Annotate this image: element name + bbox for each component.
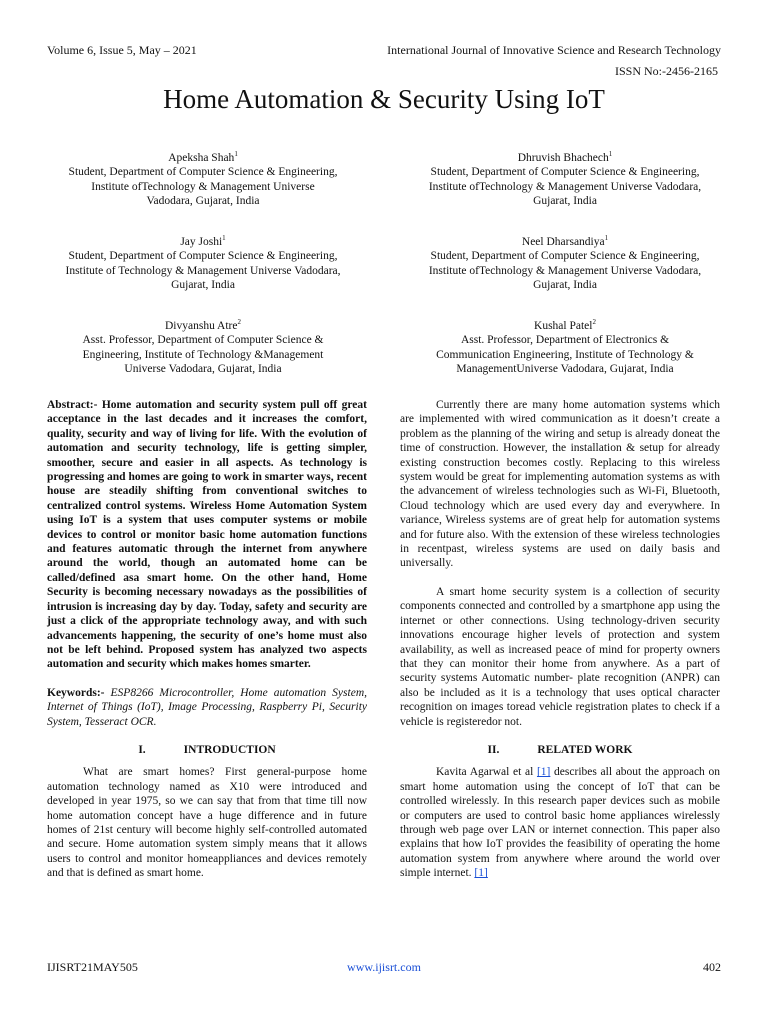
abstract: Abstract:- Home automation and security system pull off great acceptance in the last decades and it increases the comfort, quality, security and way of living for life. With the evolution of automation and security technology, life is getting simpler, smoother, secure and easier in all aspects. As technology is progressing and homes are going to work in smarter ways, recent house are steadily shifting from conventional switches to centralized control systems. Wireless Home Automation System using IoT is a system that uses computer systems or mobile devices to control or monitor basic home automation functions and features automatic through the internet from anywhere around the world, though an automated home can be called/defined asa smart home. On the other hand, Home Security is becoming necessary nowadays as the possibilities of intrusion is increasing day by day. Today, safety and security are just a click of the appropriate technology away, and with such advancements happening, the security of one’s home must also not be left behind. Proposed system has analyzed two aspects automation and security which makes homes smarter. (47, 399, 367, 671)
author-block-3 (33, 231, 373, 293)
author-name: Dhruvish Bhachech$^1$ (517, 150, 613, 164)
author-affiliation-line: Engineering, Institute of Technology &Management (82, 348, 324, 361)
author-affiliation-line: Gujarat, India (533, 279, 597, 292)
journal-volume: Volume 6, Issue 5, May – 2021 (47, 43, 197, 57)
journal-name: International Journal of Innovative Science and Research Technology (387, 43, 721, 57)
keywords (47, 686, 367, 729)
author-affiliation-line: Gujarat, India (171, 279, 235, 292)
author-affiliation-line: Student, Department of Computer Science & Engineering, (68, 166, 338, 179)
author-affiliation-line: Institute of Technology & Management Universe Vadodara, (65, 264, 341, 277)
author-block-4 (395, 231, 735, 293)
author-block-2 (395, 147, 735, 209)
related-work-paragraph: Kavita Agarwal et al [1] describes all about the approach on smart home automation using the concept of IoT that can be controlled wirelessly. In this research paper devices such as mobile or computers are used to control basic home appliances wirelessly through web page over LAN or internet connection. This paper also explains that how IoT provides the feasibility of operating the home automation system from anywhere where around the world over simple internet. [1] (400, 766, 720, 880)
author-name: Neel Dharsandiya$^1$ (521, 234, 609, 248)
author-name: Jay Joshi$^1$ (180, 234, 226, 248)
keywords-label: Keywords:- (47, 686, 105, 699)
right-column (400, 398, 720, 881)
author-affiliation-line: Universe Vadodara, Gujarat, India (124, 363, 282, 376)
citation-link-2[interactable]: [1] (474, 867, 488, 880)
footer-page-number: 402 (703, 960, 721, 974)
author-name: Apeksha Shah$^1$ (168, 150, 238, 164)
author-name: Kushal Patel$^2$ (534, 318, 596, 332)
paper-title: Home Automation & Security Using IoT (163, 84, 605, 114)
body-paragraph-security: A smart home security system is a collection of security components connected and controlled by a smartphone app using the internet or other connections. Using technology-driven security innovations encourage higher levels of protection and system availability, as well as increased peace of mind for property owners that they can monitor their home from anywhere. As a part of security systems Automatic number- plate recognition (ANPR) can also be included as it is a technology that uses optical character recognition on images toread vehicle registration plates to check if a vehicle is registeredor not. (400, 585, 720, 728)
body-paragraph-wireless: Currently there are many home automation systems which are implemented with wired communication as it doesn’t create a problem as the planning of the wiring and setup is already doneat the time of construction. However, the installation & setup for already existing construction becomes costly. Replacing to this wireless system would be great for implementing automation systems as with the advancement of wireless technologies such as Wi-Fi, Bluetooth, Cloud technology which are used every day and everywhere. In variance, Wireless systems are of great help for automation systems and for future also. With the extension of these wireless technologies in recentpast, wireless systems are used on daily basis and universally. (400, 399, 720, 570)
author-affiliation-line: Institute ofTechnology & Management Universe Vadodara, (428, 264, 702, 277)
author-affiliation-line: Student, Department of Computer Science & Engineering, (430, 250, 700, 263)
section-heading-related-work: II. RELATED WORK (487, 743, 633, 756)
author-affiliation-line: Asst. Professor, Department of Electronics & (460, 334, 670, 347)
introduction-paragraph: What are smart homes? First general-purpose home automation technology named as X10 were introduced and developed in year 1975, so we can say that from that time till now home automation concept have a huge difference and in future homes of 21st century will become highly self-controlled automated and secure. Home automation system simply means that it allows users to control and monitor homeappliances and devices remotely and that is defined as smart home. (47, 766, 367, 880)
left-column (47, 398, 367, 881)
author-block-5 (33, 315, 373, 377)
author-affiliation-line: Asst. Professor, Department of Computer Science & (82, 334, 324, 347)
author-block-6 (395, 315, 735, 377)
citation-link-1[interactable]: [1] (536, 766, 551, 779)
journal-issn: ISSN No:-2456-2165 (614, 64, 718, 78)
footer-paper-code: IJISRT21MAY505 (47, 960, 138, 974)
author-name: Divyanshu Atre$^2$ (164, 318, 241, 332)
footer-journal-link[interactable]: www.ijisrt.com (347, 960, 421, 974)
author-affiliation-line: Communication Engineering, Institute of Technology & (436, 348, 694, 361)
author-block-1 (33, 147, 373, 209)
author-affiliation-line: Gujarat, India (533, 195, 597, 208)
author-affiliation-line: Student, Department of Computer Science & Engineering, (430, 166, 700, 179)
author-affiliation-line: ManagementUniverse Vadodara, Gujarat, India (456, 363, 674, 376)
author-affiliation-line: Vadodara, Gujarat, India (146, 195, 260, 208)
author-affiliation-line: Institute ofTechnology & Management Universe (91, 180, 315, 193)
keywords-text: ESP8266 Microcontroller, Home automation System, Internet of Things (IoT), Image Processing, Raspberry Pi, Security System, Tesseract OCR. (47, 686, 367, 728)
author-affiliation-line: Student, Department of Computer Science & Engineering, (68, 250, 338, 263)
author-affiliation-line: Institute ofTechnology & Management Universe Vadodara, (428, 180, 702, 193)
section-heading-introduction: I. INTRODUCTION (138, 743, 276, 756)
